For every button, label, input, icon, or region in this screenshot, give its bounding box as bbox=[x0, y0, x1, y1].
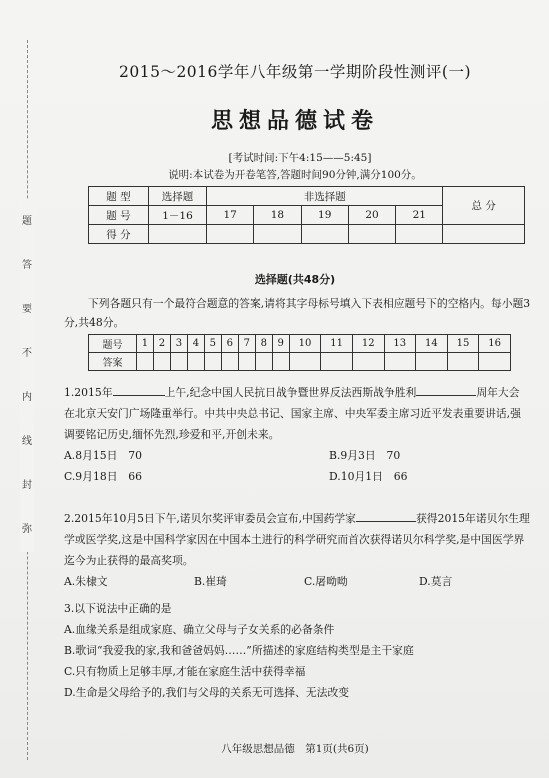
binding-char: 内 bbox=[20, 376, 34, 420]
stem-text: 上午,纪念中国人民抗日战争暨世界反法西斯战争胜利 bbox=[164, 386, 417, 399]
answer-table-label: 题号 bbox=[89, 335, 137, 353]
score-input-cell[interactable] bbox=[348, 225, 395, 244]
answer-table-number: 10 bbox=[289, 335, 321, 353]
score-table-cell: 19 bbox=[301, 206, 348, 225]
answer-blank[interactable] bbox=[416, 383, 476, 396]
answer-table-number: 1 bbox=[137, 335, 154, 353]
answer-cell[interactable] bbox=[352, 353, 384, 371]
answer-table bbox=[88, 334, 511, 371]
options-row bbox=[64, 466, 530, 487]
table-row bbox=[89, 225, 525, 244]
answer-cell[interactable] bbox=[221, 353, 238, 371]
answer-blank[interactable] bbox=[113, 383, 165, 396]
answer-blank[interactable] bbox=[356, 509, 416, 522]
option-b[interactable]: B.崔琦 bbox=[194, 575, 227, 588]
score-table-cell: 非选择题 bbox=[207, 187, 443, 206]
answer-table-label: 答案 bbox=[89, 353, 137, 371]
score-table-cell: 总 分 bbox=[443, 187, 525, 225]
score-input-cell[interactable] bbox=[443, 225, 525, 244]
section-instructions: 下列各题只有一个最符合题意的答案,请将其字母标号填入下表相应题号下的空格内。每小题3分,共48分。 bbox=[64, 297, 531, 329]
answer-table-number: 5 bbox=[204, 335, 221, 353]
binding-char: 题 bbox=[20, 200, 34, 244]
score-table-cell: 题 型 bbox=[89, 187, 149, 206]
question-3 bbox=[64, 598, 530, 703]
exam-note: 说明:本试卷为开卷笔答,答题时间90分钟,满分100分。 bbox=[168, 169, 422, 181]
option-b[interactable]: B.歌词“我爱我的家,我和爸爸妈妈……”所描述的家庭结构类型是主干家庭 bbox=[64, 644, 414, 657]
option-c[interactable]: C.只有物质上足够丰厚,才能在家庭生活中获得幸福 bbox=[64, 665, 306, 678]
score-table-cell: 20 bbox=[348, 206, 395, 225]
question-stem bbox=[64, 508, 530, 571]
answer-table-number: 16 bbox=[479, 335, 511, 353]
page-footer: 八年级思想品德 第1页(共6页) bbox=[221, 743, 369, 755]
option-a[interactable]: A.8月15日 70 bbox=[64, 449, 142, 462]
answer-table-number: 12 bbox=[352, 335, 384, 353]
table-row bbox=[89, 335, 511, 353]
stem-text: 2.2015年10月5日下午,诺贝尔奖评审委员会宣布,中国药学家 bbox=[64, 512, 356, 525]
answer-cell[interactable] bbox=[479, 353, 511, 371]
stem-text: 获得2015年诺贝尔生理学或医学奖,这是中国科学家因在中国本土进行的科学研究而首次获得诺贝尔科学奖,是中国医学界迄今为止获得的最高奖项。 bbox=[64, 512, 530, 567]
answer-table-number: 3 bbox=[170, 335, 187, 353]
answer-cell[interactable] bbox=[272, 353, 289, 371]
answer-table-number: 6 bbox=[221, 335, 238, 353]
binding-char: 封 bbox=[20, 464, 34, 508]
binding-char: 答 bbox=[20, 244, 34, 288]
question-1 bbox=[64, 382, 530, 487]
options-row bbox=[64, 445, 530, 466]
option-a[interactable]: A.血缘关系是组成家庭、确立父母与子女关系的必备条件 bbox=[64, 623, 335, 636]
score-table-cell: 18 bbox=[254, 206, 301, 225]
exam-subject: 思想品德试卷 bbox=[210, 109, 379, 134]
score-table-cell: 得 分 bbox=[89, 225, 149, 244]
option-b[interactable]: B.9月3日 70 bbox=[329, 449, 401, 462]
answer-cell[interactable] bbox=[204, 353, 221, 371]
section-title: 选择题(共48分) bbox=[254, 273, 336, 286]
table-row bbox=[89, 353, 511, 371]
answer-cell[interactable] bbox=[170, 353, 187, 371]
exam-time: [考试时间:下午4:15——5:45] bbox=[228, 152, 372, 164]
answer-cell[interactable] bbox=[255, 353, 272, 371]
answer-table-number: 8 bbox=[255, 335, 272, 353]
answer-table-number: 9 bbox=[272, 335, 289, 353]
option-c[interactable]: C.9月18日 66 bbox=[64, 470, 143, 483]
answer-cell[interactable] bbox=[416, 353, 448, 371]
score-table-cell: 题 号 bbox=[89, 206, 149, 225]
option-c[interactable]: C.屠呦呦 bbox=[304, 575, 348, 588]
stem-text: 周年大会在北京天安门广场隆重举行。中共中央总书记、国家主席、中央军委主席习近平发表重要讲话,强调要铭记历史,缅怀先烈,珍爱和平,开创未来。 bbox=[64, 386, 521, 441]
answer-cell[interactable] bbox=[153, 353, 170, 371]
score-table bbox=[88, 186, 525, 244]
answer-table-number: 13 bbox=[384, 335, 416, 353]
question-2 bbox=[64, 508, 530, 592]
score-table-cell: 17 bbox=[207, 206, 254, 225]
score-table-cell: 21 bbox=[396, 206, 443, 225]
answer-table-number: 2 bbox=[153, 335, 170, 353]
binding-char: 不 bbox=[20, 332, 34, 376]
binding-char: 弥 bbox=[20, 508, 34, 552]
question-stem: 3.以下说法中正确的是 bbox=[64, 602, 172, 615]
answer-cell[interactable] bbox=[137, 353, 154, 371]
score-input-cell[interactable] bbox=[254, 225, 301, 244]
answer-cell[interactable] bbox=[238, 353, 255, 371]
answer-table-number: 7 bbox=[238, 335, 255, 353]
option-d[interactable]: D.莫言 bbox=[419, 575, 453, 588]
answer-cell[interactable] bbox=[289, 353, 321, 371]
options-row bbox=[64, 571, 530, 592]
score-input-cell[interactable] bbox=[148, 225, 206, 244]
answer-table-number: 11 bbox=[321, 335, 353, 353]
score-table-cell: 选择题 bbox=[148, 187, 206, 206]
exam-title: 2015～2016学年八年级第一学期阶段性测评(一) bbox=[119, 63, 471, 81]
score-input-cell[interactable] bbox=[396, 225, 443, 244]
option-a[interactable]: A.朱棣文 bbox=[64, 575, 108, 588]
answer-table-number: 15 bbox=[447, 335, 479, 353]
answer-table-number: 14 bbox=[416, 335, 448, 353]
answer-cell[interactable] bbox=[187, 353, 204, 371]
binding-char: 线 bbox=[20, 420, 34, 464]
option-d[interactable]: D.生命是父母给予的,我们与父母的关系无可选择、无法改变 bbox=[64, 686, 350, 699]
question-stem bbox=[64, 382, 530, 445]
binding-char: 要 bbox=[20, 288, 34, 332]
table-row bbox=[89, 187, 525, 206]
score-table-cell: 1－16 bbox=[148, 206, 206, 225]
answer-cell[interactable] bbox=[321, 353, 353, 371]
answer-table-number: 4 bbox=[187, 335, 204, 353]
answer-cell[interactable] bbox=[384, 353, 416, 371]
score-input-cell[interactable] bbox=[207, 225, 254, 244]
option-d[interactable]: D.10月1日 66 bbox=[329, 470, 408, 483]
stem-text: 1.2015年 bbox=[64, 386, 113, 399]
answer-cell[interactable] bbox=[447, 353, 479, 371]
binding-margin-text bbox=[20, 200, 34, 552]
score-input-cell[interactable] bbox=[301, 225, 348, 244]
